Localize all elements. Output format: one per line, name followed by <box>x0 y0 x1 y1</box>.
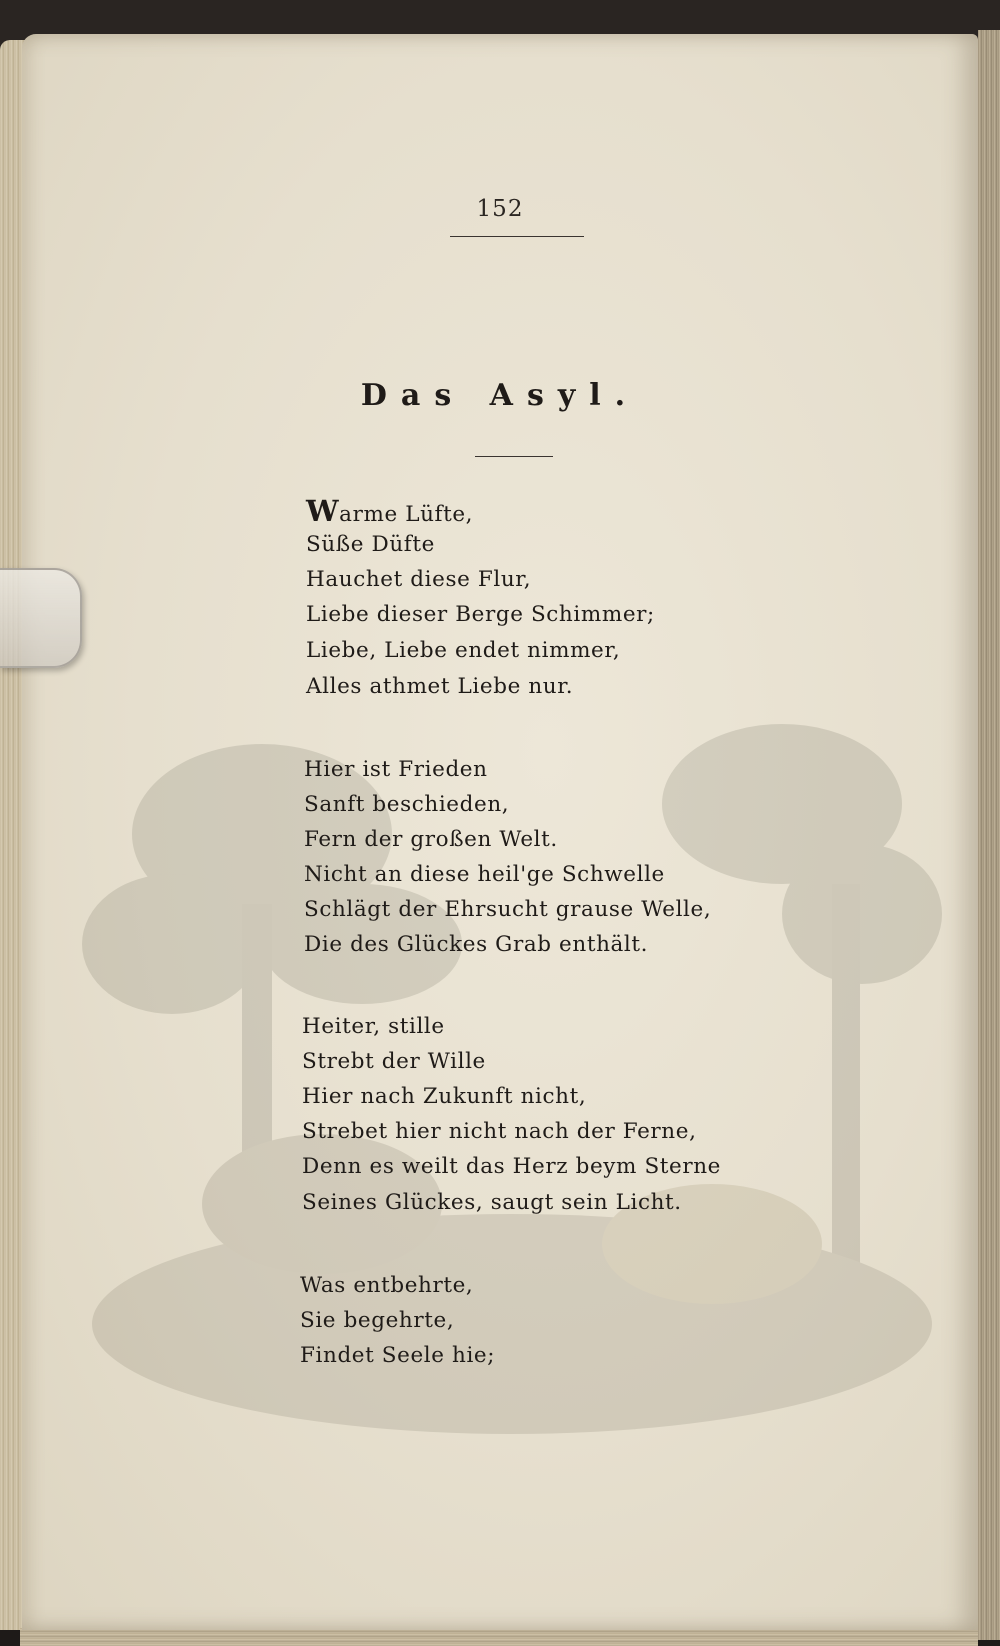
poem-line: Liebe dieser Berge Schimmer; <box>306 602 655 627</box>
poem-line: Heiter, stille <box>302 1014 445 1039</box>
poem-title: Das Asyl. <box>360 378 640 413</box>
poem-line: Liebe, Liebe endet nimmer, <box>306 638 621 663</box>
poem-line: Nicht an diese heil'ge Schwelle <box>304 862 665 887</box>
poem-line: Strebet hier nicht nach der Ferne, <box>302 1119 697 1144</box>
poem-line: Hier ist Frieden <box>304 757 488 782</box>
poem-line: Was entbehrte, <box>300 1273 474 1298</box>
poem-line: Schlägt der Ehrsucht grause Welle, <box>304 897 712 922</box>
poem-line: Alles athmet Liebe nur. <box>306 674 574 699</box>
poem-line: Süße Düfte <box>306 532 435 557</box>
poem-line: Sie begehrte, <box>300 1308 455 1333</box>
poem-line: Strebt der Wille <box>302 1049 486 1074</box>
poem-line <box>306 494 473 528</box>
poem-line: Sanft beschieden, <box>304 792 510 817</box>
drop-initial: W <box>306 494 340 528</box>
poem-line: Hauchet diese Flur, <box>306 567 532 592</box>
first-line-rest: arme Lüfte, <box>339 502 474 527</box>
poem-line: Seines Glückes, saugt sein Licht. <box>302 1190 682 1215</box>
poem-line: Denn es weilt das Herz beym Sterne <box>302 1154 721 1179</box>
poem-line: Findet Seele hie; <box>300 1343 496 1368</box>
poem-line: Hier nach Zukunft nicht, <box>302 1084 587 1109</box>
poem-line: Fern der großen Welt. <box>304 827 558 852</box>
poem-line: Die des Glückes Grab enthält. <box>304 932 649 957</box>
page-number: 152 <box>476 196 524 222</box>
